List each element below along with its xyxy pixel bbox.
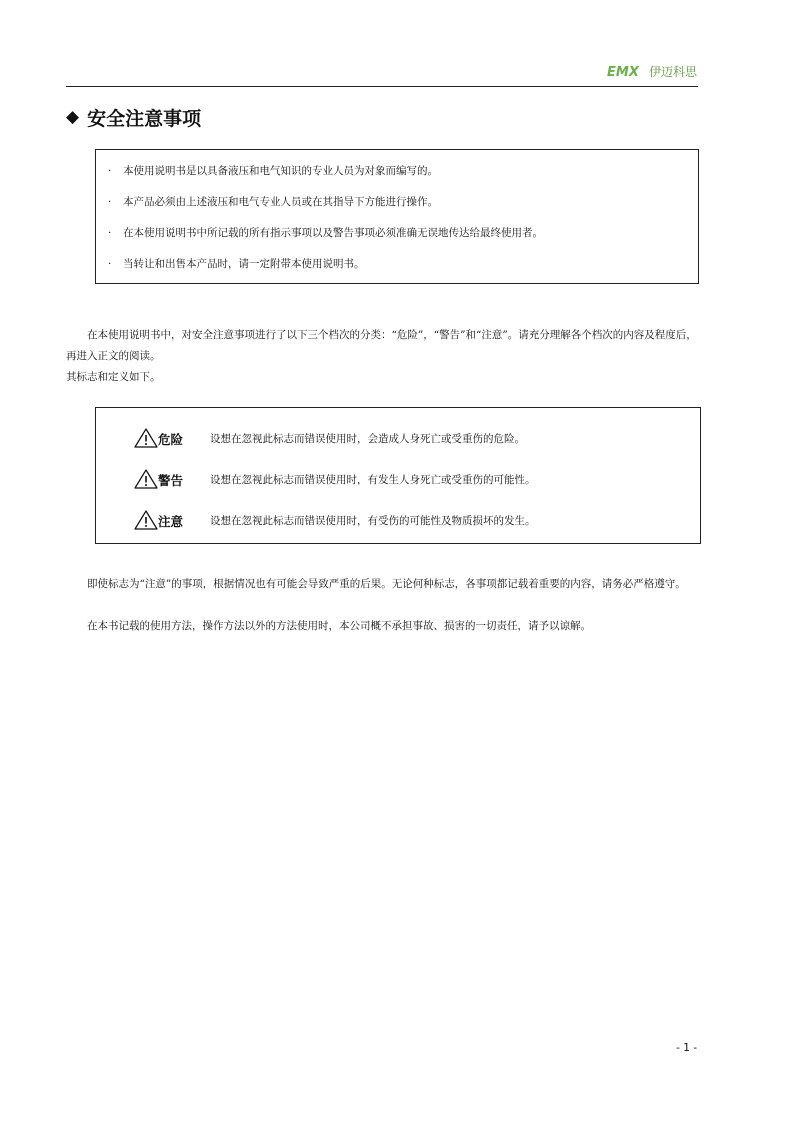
svg-text:EMX: EMX — [606, 65, 639, 78]
closing-paragraph-2: 在本书记载的使用方法，操作方法以外的方法使用时，本公司概不承担事故、损害的一切责任，请予以谅解。 — [87, 620, 591, 632]
hazard-row-warning — [134, 468, 536, 490]
hazard-label: 注意 — [158, 514, 184, 529]
header-divider — [66, 86, 698, 87]
warning-triangle-icon — [134, 469, 158, 489]
bullet: · — [108, 165, 112, 177]
hazard-sign — [134, 469, 210, 489]
hazard-description: 设想在忽视此标志而错误使用时，有受伤的可能性及物质损坏的发生。 — [210, 514, 536, 527]
intro-paragraph: 在本使用说明书中，对安全注意事项进行了以下三个档次的分类：“危险”，“警告”和“注意”。请充分理解各个档次的内容及程度后，再进入正文的阅读。 — [66, 329, 697, 362]
notice-text: 本使用说明书是以具备液压和电气知识的专业人员为对象而编写的。 — [123, 165, 438, 177]
hazard-row-caution — [134, 509, 536, 531]
notice-box — [95, 149, 699, 284]
logo-text: 伊迈科思 — [648, 64, 697, 79]
notice-item — [108, 162, 698, 193]
bullet: · — [108, 258, 112, 270]
closing-paragraph-1: 即使标志为“注意”的事项，根据情况也有可能会导致严重的后果。无论何种标志，各事项都记载着重要的内容，请务必严格遵守。 — [87, 578, 686, 590]
diamond-bullet-icon: ◆ — [66, 107, 80, 127]
notice-item — [108, 193, 698, 224]
hazard-label: 危险 — [158, 432, 184, 447]
notice-text: 在本使用说明书中所记载的所有指示事项以及警告事项必须准确无误地传达给最终使用者。 — [123, 227, 543, 239]
definition-line: 其标志和定义如下。 — [66, 371, 161, 383]
hazard-description: 设想在忽视此标志而错误使用时，有发生人身死亡或受重伤的可能性。 — [210, 473, 536, 486]
hazard-sign — [134, 510, 210, 530]
hazard-description: 设想在忽视此标志而错误使用时，会造成人身死亡或受重伤的危险。 — [210, 432, 525, 445]
hazard-row-danger — [134, 427, 525, 449]
notice-item — [108, 224, 698, 255]
bullet: · — [108, 227, 112, 239]
company-logo — [607, 62, 697, 80]
page-title-text: 安全注意事项 — [87, 108, 202, 130]
hazard-sign — [134, 428, 210, 448]
emx-logo-mark — [607, 64, 647, 78]
notice-item — [108, 255, 698, 286]
warning-triangle-icon — [134, 428, 158, 448]
notice-text: 当转让和出售本产品时，请一定附带本使用说明书。 — [123, 258, 365, 270]
hazard-label: 警告 — [158, 473, 184, 488]
hazard-definitions-box — [95, 407, 701, 544]
warning-triangle-icon — [134, 510, 158, 530]
page-title — [66, 104, 201, 131]
bullet: · — [108, 196, 112, 208]
notice-text: 本产品必须由上述液压和电气专业人员或在其指导下方能进行操作。 — [123, 196, 438, 208]
page-number: - 1 - — [676, 1042, 697, 1054]
